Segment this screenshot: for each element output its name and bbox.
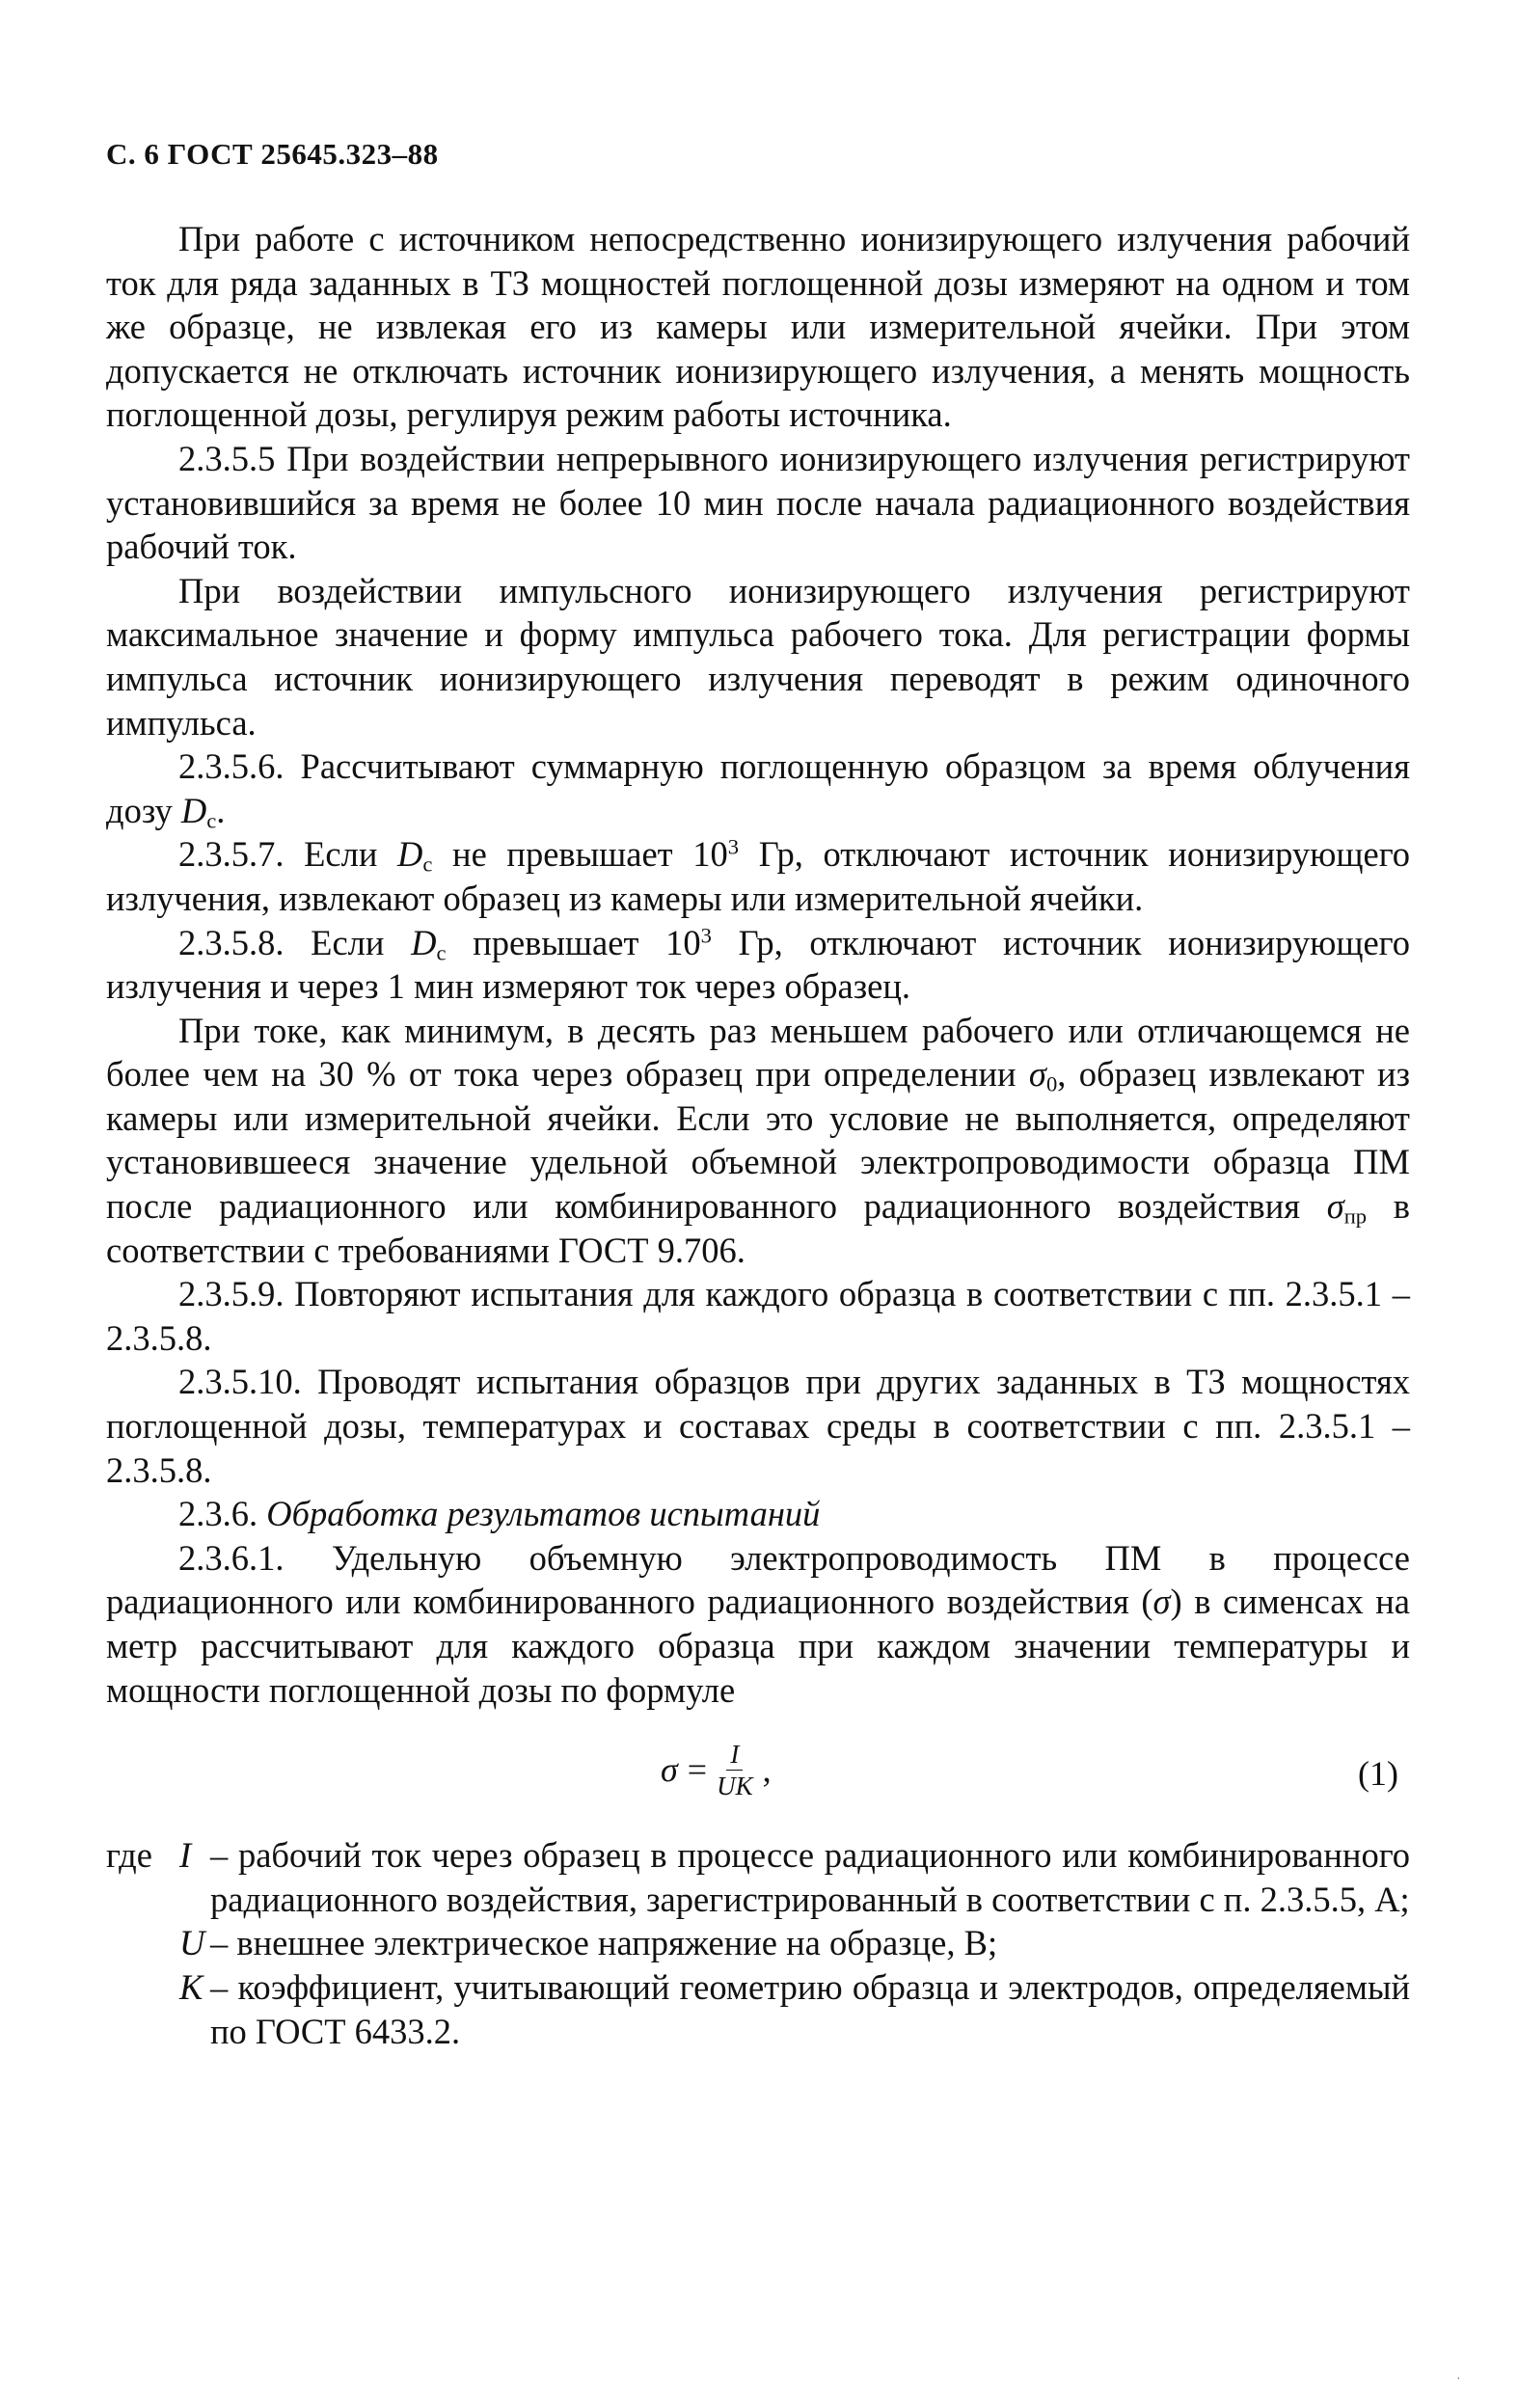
text-run: в соответствии с требованиями ГОСТ 9.706. [106,1186,1411,1270]
paragraph-pulsed-radiation: При воздействии импульсного ионизирующего излучения регистрируют максимальное значение и форму импульса рабочего тока. Для регистрации формы импульса источник ионизирующего излучения переводят в режим одиночного импульса. [106,570,1410,743]
paragraph-2-3-5-6 [106,744,1410,832]
section-number: 2.3.6. [178,1494,267,1534]
exponent: 3 [700,923,712,948]
formula-row [106,1723,1410,1827]
formula-trail: , [762,1749,772,1789]
definition-item [106,1921,1410,1965]
text-run: , образец извлекают из камеры или измерительной ячейки. Если это условие не выполняется, определяют установившееся значение удельной объемной электропроводимости образца ПМ после радиационного или комбинированного радиационного воздействия [106,1054,1410,1227]
text-run: При токе, как минимум, в десять раз меньшем рабочего или отличающемся не более чем на 30 % от тока через образец при определении [106,1010,1410,1095]
definition-symbol: U [179,1923,205,1963]
definition-text: – внешнее электрическое напряжение на образце, В; [210,1923,998,1963]
running-head: С. 6 ГОСТ 25645.323–88 [106,137,439,171]
text-run: превышает 10 [446,922,701,962]
dose-subscript: c [436,940,447,965]
sigma-subscript: пр [1343,1204,1368,1229]
paragraph-2-3-5-8 [106,921,1410,1009]
paragraph-2-3-5-9: 2.3.5.9. Повторяют испытания для каждого образца в соответствии с пп. 2.3.5.1 – 2.3.5.8. [106,1274,1410,1358]
paragraph-2-3-5-10: 2.3.5.10. Проводят испытания образцов при других заданных в ТЗ мощностях поглощенной дозы, температурах и составах среды в соответствии с пп. 2.3.5.1 – 2.3.5.8. [106,1362,1410,1490]
definition-item [106,1965,1410,2053]
sigma-symbol: σ [1326,1186,1344,1227]
definitions-indent [106,1921,179,1965]
formula [661,1739,772,1801]
text-run: 2.3.6.1. Удельную объемную электропроводимость ПМ в процессе радиационного или комбинированного радиационного воздействия ( [106,1537,1410,1622]
text-run: 2.3.5.6. Рассчитывают суммарную поглощенную образцом за время облучения дозу [106,746,1410,830]
text-run: 2.3.5.7. Если [178,834,398,875]
dose-subscript: c [206,808,217,833]
exponent: 3 [727,834,740,859]
sigma-symbol: σ [1028,1054,1046,1095]
definition-text: – рабочий ток через образец в процессе радиационного или комбинированного радиационного воздействия, зарегистрированный в соответствии с п. 2.3.5.5, А; [210,1835,1410,1919]
paragraph-2-3-6-1 [106,1536,1410,1712]
text-run: Гр, отключают источник ионизирующего излучения, извлекают образец из камеры или измерительной ячейки. [106,834,1411,918]
definitions-lead: где [106,1835,152,1876]
equation-number: (1) [1358,1754,1398,1794]
text-run: не превышает 10 [432,834,728,875]
scan-artifact: · [1456,2372,1461,2387]
paragraph-source-operation: При работе с источником непосредственно ионизирующего излучения рабочий ток для ряда заданных в ТЗ мощностей поглощенной дозы измеряют на одном и том же образце, не извлекая его из камеры или измерительной ячейки. При этом допускается не отключать источник ионизирующего излучения, а менять мощность поглощенной дозы, регулируя режим работы источника. [106,219,1410,435]
dose-symbol: D [411,922,437,962]
definitions-list [106,1833,1410,2053]
sigma-subscript: 0 [1045,1071,1058,1096]
definition-symbol: I [179,1835,192,1876]
formula-equals: = [687,1749,708,1789]
paragraph-2-3-5-5: 2.3.5.5 При воздействии непрерывного ионизирующего излучения регистрируют установившийся за время не более 10 мин после начала радиационного воздействия рабочий ток. [106,438,1410,567]
definition-symbol: K [179,1966,203,2007]
dose-symbol: D [180,790,207,830]
definition-text: – коэффициент, учитывающий геометрию образца и электродов, определяемый по ГОСТ 6433.2. [210,1966,1410,2051]
paragraph-current-threshold [106,1009,1410,1273]
text-run: ) в сименсах на метр рассчитывают для каждого образца при каждом значении температуры и мощности поглощенной дозы по формуле [106,1582,1410,1710]
definition-item [106,1833,1410,1921]
section-title: Обработка результатов испытаний [266,1494,821,1534]
text-run: Гр, отключают источник ионизирующего излучения и через 1 мин измеряют ток через образец. [106,922,1410,1007]
formula-fraction [713,1739,757,1801]
body-text [106,217,1410,2053]
dose-symbol: D [397,834,423,875]
sigma-symbol: σ [1152,1582,1171,1622]
formula-lhs: σ [661,1749,678,1789]
text-run: . [216,790,226,830]
formula-numerator: I [726,1739,743,1771]
dose-subscript: c [422,852,433,877]
formula-denominator: UK [717,1772,753,1801]
section-heading-2-3-6 [106,1492,1410,1536]
text-run: 2.3.5.8. Если [178,922,412,962]
definitions-indent [106,1965,179,2053]
paragraph-2-3-5-7 [106,832,1410,920]
